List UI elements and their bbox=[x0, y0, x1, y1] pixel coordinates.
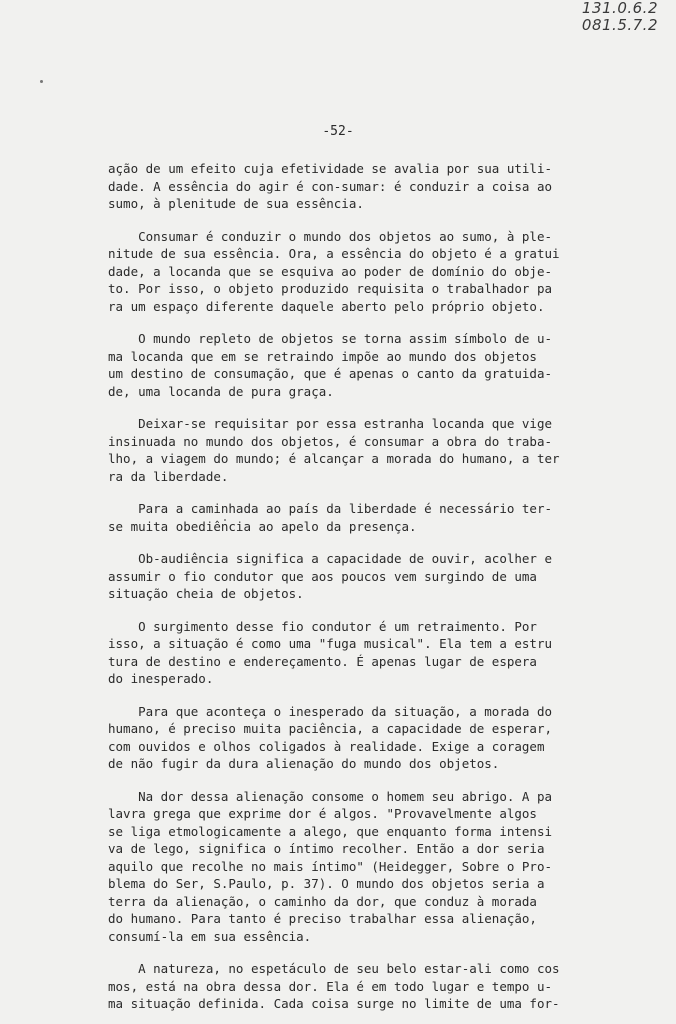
text-line: ra da liberdade. bbox=[108, 468, 229, 484]
paragraph bbox=[108, 960, 608, 1013]
paragraph-gap bbox=[108, 603, 608, 618]
text-line: mos, está na obra dessa dor. Ela é em todo lugar e tempo u- bbox=[108, 978, 553, 994]
paragraph bbox=[108, 500, 608, 535]
text-line: Na dor dessa alienação consome o homem seu abrigo. A pa bbox=[108, 788, 553, 804]
archive-code: 131.0.6.2 bbox=[581, 0, 658, 17]
paragraph bbox=[108, 228, 608, 316]
paragraph-gap bbox=[108, 485, 608, 500]
paper-speck bbox=[40, 80, 43, 83]
text-line: aquilo que recolhe no mais íntimo" (Heidegger, Sobre o Pro- bbox=[108, 858, 553, 874]
paragraph bbox=[108, 415, 608, 485]
paragraph-gap bbox=[108, 773, 608, 788]
paragraph-gap bbox=[108, 400, 608, 415]
text-line: to. Por isso, o objeto produzido requisita o trabalhador pa bbox=[108, 281, 553, 296]
text-line: situação cheia de objetos. bbox=[108, 586, 304, 601]
text-line: A natureza, no espetáculo de seu belo estar-ali como cos bbox=[108, 961, 560, 976]
text-line: se liga etmologicamente a alego, que enquanto forma intensi bbox=[108, 823, 553, 839]
text-line: de, uma locanda de pura graça. bbox=[108, 383, 334, 399]
paragraph-gap bbox=[108, 213, 608, 228]
paragraph bbox=[108, 550, 608, 603]
text-line: O mundo repleto de objetos se torna assim símbolo de u- bbox=[108, 331, 553, 346]
text-line: com ouvidos e olhos coligados à realidade. Exige a coragem bbox=[108, 738, 545, 754]
text-line: do inesperado. bbox=[108, 671, 214, 686]
text-line: dade. A essência do agir é con-sumar: é conduzir a coisa ao bbox=[108, 178, 553, 194]
text-line: Para a caminhada ao país da liberdade é necessário ter- bbox=[108, 501, 553, 516]
text-line: Deixar-se requisitar por essa estranha locanda que vige bbox=[108, 416, 553, 431]
paragraph bbox=[108, 330, 608, 400]
text-line: nitude de sua essência. Ora, a essência do objeto é a gratui bbox=[108, 246, 560, 261]
paragraph bbox=[108, 703, 608, 773]
text-line: lavra grega que exprime dor é algos. "Provavelmente algos bbox=[108, 806, 537, 821]
text-line: humano, é preciso muita paciência, a capacidade de esperar, bbox=[108, 721, 553, 736]
archive-codes bbox=[582, 0, 658, 34]
archive-code: 081.5.7.2 bbox=[581, 16, 658, 34]
text-line: Consumar é conduzir o mundo dos objetos ao sumo, à ple- bbox=[108, 228, 553, 244]
text-line: ma situação definida. Cada coisa surge no limite de uma for- bbox=[108, 996, 560, 1011]
paragraph bbox=[108, 618, 608, 688]
text-line: isso, a situação é como uma "fuga musical". Ela tem a estru bbox=[108, 636, 553, 651]
text-line: assumir o fio condutor que aos poucos vem surgindo de uma bbox=[108, 568, 537, 584]
text-line: Ob-audiência significa a capacidade de ouvir, acolher e bbox=[108, 551, 553, 566]
paragraph-gap bbox=[108, 945, 608, 960]
text-line: consumí-la em sua essência. bbox=[108, 928, 312, 944]
paragraph bbox=[108, 160, 608, 213]
paragraph bbox=[108, 788, 608, 946]
document-body bbox=[108, 160, 608, 1013]
text-line: dade, a locanda que se esquiva ao poder de domínio do obje- bbox=[108, 263, 553, 279]
paragraph-gap bbox=[108, 535, 608, 550]
text-line: terra da alienação, o caminho da dor, que conduz à morada bbox=[108, 893, 537, 909]
text-line: lho, a viagem do mundo; é alcançar a morada do humano, a ter bbox=[108, 451, 560, 466]
text-line: do humano. Para tanto é preciso trabalhar essa alienação, bbox=[108, 911, 537, 926]
text-line: ra um espaço diferente daquele aberto pelo próprio objeto. bbox=[108, 298, 545, 314]
text-line: tura de destino e endereçamento. É apenas lugar de espera bbox=[108, 653, 537, 669]
text-line: um destino de consumação, que é apenas o canto da gratuida- bbox=[108, 366, 553, 381]
text-line: va de lego, significa o íntimo recolher. Então a dor seria bbox=[108, 841, 545, 856]
paragraph-gap bbox=[108, 688, 608, 703]
text-line: Para que aconteça o inesperado da situação, a morada do bbox=[108, 703, 553, 719]
text-line: insinuada no mundo dos objetos, é consumar a obra do traba- bbox=[108, 433, 553, 449]
paragraph-gap bbox=[108, 315, 608, 330]
text-line: O surgimento desse fio condutor é um retraimento. Por bbox=[108, 618, 537, 634]
text-line: ação de um efeito cuja efetividade se avalia por sua utili- bbox=[108, 161, 553, 176]
page-number: -52- bbox=[322, 124, 354, 139]
text-line: blema do Ser, S.Paulo, p. 37). O mundo dos objetos seria a bbox=[108, 876, 545, 891]
text-line: se muita obediência ao apelo da presença. bbox=[108, 518, 417, 534]
text-line: sumo, à plenitude de sua essência. bbox=[108, 196, 364, 211]
text-line: de não fugir da dura alienação do mundo dos objetos. bbox=[108, 756, 500, 771]
text-line: ma locanda que em se retraindo impõe ao mundo dos objetos bbox=[108, 348, 537, 364]
